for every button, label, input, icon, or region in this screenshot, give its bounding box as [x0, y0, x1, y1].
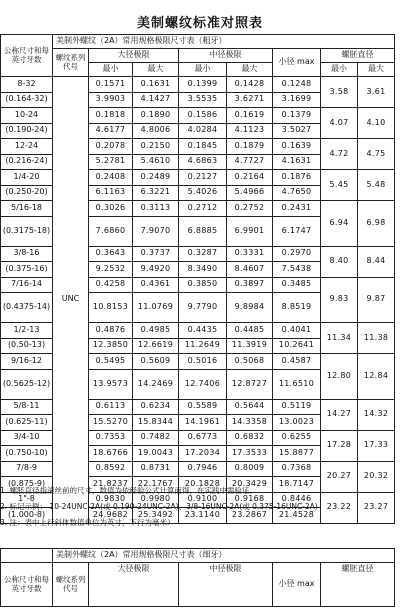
cell-pitch-min: 14.1961: [179, 415, 227, 431]
cell-size: (0.216-24): [1, 154, 53, 170]
cell-major-min: 21.8237: [89, 477, 133, 493]
cell-minor: 0.4041: [273, 323, 321, 339]
cell-major-max: 6.3221: [133, 185, 179, 201]
table2-root-header: 螺胚直径: [321, 563, 395, 607]
cell-minor: 0.3485: [273, 277, 321, 293]
cell-major-min: 0.4876: [89, 323, 133, 339]
cell-root-max: 17.33: [358, 430, 395, 461]
cell-pitch-min: 17.2034: [179, 446, 227, 462]
cell-major-min: 24.9682: [89, 508, 133, 524]
cell-size: 5/16-18: [1, 201, 53, 217]
cell-major-min: 0.2078: [89, 139, 133, 155]
cell-root-max: 23.27: [358, 492, 395, 523]
cell-pitch-max: 0.2752: [227, 201, 273, 217]
cell-root-max: 4.75: [358, 139, 395, 170]
cell-major-min: 0.3026: [89, 201, 133, 217]
cell-size: (0.750-10): [1, 446, 53, 462]
cell-pitch-min: 12.7406: [179, 369, 227, 399]
cell-minor: 0.1639: [273, 139, 321, 155]
cell-root-max: 9.87: [358, 277, 395, 323]
cell-major-min: 0.6113: [89, 399, 133, 415]
cell-pitch-min: 0.3850: [179, 277, 227, 293]
cell-major-min: 4.6177: [89, 123, 133, 139]
cell-root-min: 5.45: [321, 170, 358, 201]
cell-root-max: 6.98: [358, 201, 395, 247]
cell-major-max: 11.0769: [133, 293, 179, 323]
cell-major-max: 5.4610: [133, 154, 179, 170]
cell-minor: 21.4528: [273, 508, 321, 524]
cell-size: (0.50-13): [1, 338, 53, 354]
cell-major-min: 0.4258: [89, 277, 133, 293]
cell-major-max: 4.8006: [133, 123, 179, 139]
table2-size-header: 公称尺寸和每英寸牙数: [1, 563, 53, 607]
table2-series-header: 螺纹系列代号: [53, 563, 89, 607]
cell-major-min: 0.1571: [89, 77, 133, 93]
major-min-header: 最小: [89, 63, 133, 77]
cell-pitch-max: 6.9901: [227, 216, 273, 246]
cell-size: 7/16-14: [1, 277, 53, 293]
cell-root-min: 4.72: [321, 139, 358, 170]
cell-size: (0.3175-18): [1, 216, 53, 246]
cell-pitch-max: 0.3897: [227, 277, 273, 293]
cell-size: 8-32: [1, 77, 53, 93]
cell-pitch-min: 0.1845: [179, 139, 227, 155]
cell-major-max: 15.8344: [133, 415, 179, 431]
cell-major-min: 0.2408: [89, 170, 133, 186]
cell-size: (0.875-9): [1, 477, 53, 493]
cell-pitch-max: 14.3358: [227, 415, 273, 431]
cell-pitch-min: 6.8885: [179, 216, 227, 246]
cell-pitch-max: 17.3533: [227, 446, 273, 462]
cell-major-max: 0.1890: [133, 108, 179, 124]
cell-pitch-min: 11.2649: [179, 338, 227, 354]
cell-size: 3/8-16: [1, 246, 53, 262]
cell-major-min: 3.9903: [89, 92, 133, 108]
cell-major-min: 10.8153: [89, 293, 133, 323]
cell-pitch-min: 20.1828: [179, 477, 227, 493]
root-max-header: 最大: [358, 63, 395, 77]
table2-pitch-header: 中径极限: [179, 563, 273, 607]
pitch-min-header: 最小: [179, 63, 227, 77]
cell-minor: 0.4587: [273, 354, 321, 370]
cell-minor: 0.8446: [273, 492, 321, 508]
cell-size: 10-24: [1, 108, 53, 124]
note-3: 3. 注：表中上行斜体数值单位为英寸，下行为毫米）: [0, 518, 175, 527]
cell-major-min: 9.2532: [89, 262, 133, 278]
cell-major-max: 0.3113: [133, 201, 179, 217]
table2-blank: [1, 549, 53, 563]
cell-minor: 0.7368: [273, 461, 321, 477]
cell-major-max: 0.4985: [133, 323, 179, 339]
major-max-header: 最大: [133, 63, 179, 77]
cell-minor: 0.1379: [273, 108, 321, 124]
cell-pitch-max: 3.6271: [227, 92, 273, 108]
cell-size: (1.000-8): [1, 508, 53, 524]
cell-root-max: 14.32: [358, 399, 395, 430]
cell-major-max: 0.3737: [133, 246, 179, 262]
table2-minor-header: 小径 max: [273, 563, 321, 607]
cell-major-min: 0.1818: [89, 108, 133, 124]
cell-major-min: 7.6860: [89, 216, 133, 246]
cell-major-max: 25.3492: [133, 508, 179, 524]
cell-pitch-min: 4.0284: [179, 123, 227, 139]
cell-pitch-max: 0.1428: [227, 77, 273, 93]
cell-major-max: 22.1767: [133, 477, 179, 493]
cell-pitch-min: 23.1140: [179, 508, 227, 524]
cell-major-min: 0.5495: [89, 354, 133, 370]
cell-pitch-max: 20.3429: [227, 477, 273, 493]
cell-pitch-min: 0.2712: [179, 201, 227, 217]
cell-minor: 0.5119: [273, 399, 321, 415]
cell-root-min: 9.83: [321, 277, 358, 323]
cell-major-min: 0.9830: [89, 492, 133, 508]
cell-major-max: 0.7482: [133, 430, 179, 446]
root-min-header: 最小: [321, 63, 358, 77]
cell-pitch-max: 0.9168: [227, 492, 273, 508]
cell-minor: 3.1699: [273, 92, 321, 108]
cell-size: (0.5625-12): [1, 369, 53, 399]
cell-pitch-min: 0.5589: [179, 399, 227, 415]
cell-size: 1/4-20: [1, 170, 53, 186]
root-header: 螺胚直径: [321, 49, 395, 63]
cell-pitch-max: 0.2164: [227, 170, 273, 186]
cell-major-min: 13.9573: [89, 369, 133, 399]
cell-minor: 0.2970: [273, 246, 321, 262]
cell-root-min: 17.28: [321, 430, 358, 461]
major-header: 大径极限: [89, 49, 179, 63]
cell-minor: 0.1876: [273, 170, 321, 186]
cell-pitch-max: 23.2867: [227, 508, 273, 524]
cell-size: (0.164-32): [1, 92, 53, 108]
cell-pitch-max: 8.4607: [227, 262, 273, 278]
table2-major-header: 大径极限: [89, 563, 179, 607]
cell-pitch-min: 0.5016: [179, 354, 227, 370]
cell-size: 9/16-12: [1, 354, 53, 370]
cell-root-max: 12.84: [358, 354, 395, 400]
cell-major-max: 4.1427: [133, 92, 179, 108]
cell-minor: 15.8877: [273, 446, 321, 462]
cell-pitch-max: 0.5068: [227, 354, 273, 370]
cell-size: (0.190-24): [1, 123, 53, 139]
cell-pitch-min: 8.3490: [179, 262, 227, 278]
cell-pitch-min: 0.4435: [179, 323, 227, 339]
cell-pitch-min: 0.9100: [179, 492, 227, 508]
cell-pitch-min: 0.3287: [179, 246, 227, 262]
cell-major-max: 0.8731: [133, 461, 179, 477]
cell-minor: 3.5027: [273, 123, 321, 139]
cell-major-max: 0.4361: [133, 277, 179, 293]
cell-minor: 13.0023: [273, 415, 321, 431]
cell-pitch-min: 0.1399: [179, 77, 227, 93]
coarse-thread-table: [0, 34, 395, 524]
cell-major-min: 6.1163: [89, 185, 133, 201]
cell-major-min: 15.5270: [89, 415, 133, 431]
cell-size: (0.625-11): [1, 415, 53, 431]
cell-root-min: 12.80: [321, 354, 358, 400]
cell-pitch-max: 0.1879: [227, 139, 273, 155]
cell-root-min: 23.22: [321, 492, 358, 523]
cell-pitch-min: 0.1586: [179, 108, 227, 124]
cell-root-min: 11.34: [321, 323, 358, 354]
cell-root-min: 14.27: [321, 399, 358, 430]
cell-pitch-max: 0.6832: [227, 430, 273, 446]
cell-pitch-min: 0.6773: [179, 430, 227, 446]
cell-major-max: 19.0043: [133, 446, 179, 462]
cell-minor: 10.2641: [273, 338, 321, 354]
cell-minor: 4.7650: [273, 185, 321, 201]
cell-root-max: 20.32: [358, 461, 395, 492]
cell-major-max: 14.2469: [133, 369, 179, 399]
cell-major-min: 0.8592: [89, 461, 133, 477]
pitch-header: 中径极限: [179, 49, 273, 63]
cell-pitch-max: 0.8009: [227, 461, 273, 477]
cell-size: 7/8-9: [1, 461, 53, 477]
cell-minor: 6.1747: [273, 216, 321, 246]
table-row: [1, 77, 395, 93]
cell-minor: 11.6510: [273, 369, 321, 399]
cell-major-max: 0.2489: [133, 170, 179, 186]
cell-pitch-max: 4.1123: [227, 123, 273, 139]
cell-minor: 0.2431: [273, 201, 321, 217]
notes: [0, 483, 400, 531]
note-1: 1. 螺胚直径指滚丝前的尺寸，数值为依经验公式计算而得，在实践中需验证。: [0, 486, 258, 495]
cell-root-min: 20.27: [321, 461, 358, 492]
cell-root-min: 6.94: [321, 201, 358, 247]
cell-pitch-min: 3.5535: [179, 92, 227, 108]
cell-size: (0.375-16): [1, 262, 53, 278]
cell-minor: 0.6255: [273, 430, 321, 446]
cell-major-min: 18.6766: [89, 446, 133, 462]
series-header: 螺纹系列代号: [53, 49, 89, 77]
note-2: 2. 标记示例： 10-24UNC-2A(或 0.190-24UNC-2A)、3/8-16UNC-2A(或 0.375-16UNC-2A): [0, 502, 318, 511]
cell-major-max: 9.4920: [133, 262, 179, 278]
cell-pitch-max: 0.5644: [227, 399, 273, 415]
cell-pitch-min: 5.4026: [179, 185, 227, 201]
cell-pitch-max: 0.3331: [227, 246, 273, 262]
size-header: 公称尺寸和每英寸牙数: [1, 35, 53, 77]
cell-pitch-min: 9.7790: [179, 293, 227, 323]
cell-minor: 0.1248: [273, 77, 321, 93]
cell-major-max: 0.6234: [133, 399, 179, 415]
cell-pitch-min: 4.6863: [179, 154, 227, 170]
cell-pitch-max: 0.1619: [227, 108, 273, 124]
fine-thread-table: [0, 548, 395, 607]
cell-major-max: 7.9070: [133, 216, 179, 246]
table1-caption: 美制外螺纹（2A）常用规格极限尺寸表（粗牙）: [53, 35, 395, 49]
cell-root-min: 8.40: [321, 246, 358, 277]
cell-root-max: 4.10: [358, 108, 395, 139]
cell-pitch-max: 0.4485: [227, 323, 273, 339]
cell-major-max: 0.1631: [133, 77, 179, 93]
cell-size: 3/4-10: [1, 430, 53, 446]
minor-header: 小径 max: [273, 49, 321, 77]
cell-minor: 8.8519: [273, 293, 321, 323]
cell-root-max: 11.38: [358, 323, 395, 354]
cell-major-min: 0.3643: [89, 246, 133, 262]
cell-pitch-min: 0.7946: [179, 461, 227, 477]
cell-minor: 4.1631: [273, 154, 321, 170]
cell-major-max: 0.5609: [133, 354, 179, 370]
cell-minor: 7.5438: [273, 262, 321, 278]
pitch-max-header: 最大: [227, 63, 273, 77]
cell-size: (0.4375-14): [1, 293, 53, 323]
cell-major-min: 5.2781: [89, 154, 133, 170]
cell-pitch-min: 0.2127: [179, 170, 227, 186]
cell-size: 5/8-11: [1, 399, 53, 415]
cell-pitch-max: 9.8984: [227, 293, 273, 323]
cell-major-min: 0.7353: [89, 430, 133, 446]
cell-major-max: 0.2150: [133, 139, 179, 155]
cell-size: (0.250-20): [1, 185, 53, 201]
cell-root-min: 3.58: [321, 77, 358, 108]
cell-root-min: 4.07: [321, 108, 358, 139]
cell-root-max: 8.44: [358, 246, 395, 277]
cell-major-min: 12.3850: [89, 338, 133, 354]
cell-pitch-max: 11.3919: [227, 338, 273, 354]
series-code: UNC: [53, 77, 89, 524]
cell-root-max: 5.48: [358, 170, 395, 201]
cell-major-max: 12.6619: [133, 338, 179, 354]
cell-root-max: 3.61: [358, 77, 395, 108]
cell-size: 1"-8: [1, 492, 53, 508]
cell-pitch-max: 12.8727: [227, 369, 273, 399]
cell-pitch-max: 4.7727: [227, 154, 273, 170]
cell-minor: 18.7147: [273, 477, 321, 493]
cell-pitch-max: 5.4966: [227, 185, 273, 201]
cell-size: 12-24: [1, 139, 53, 155]
page-title: 美制螺纹标准对照表: [136, 16, 263, 31]
cell-size: 1/2-13: [1, 323, 53, 339]
cell-major-max: 0.9980: [133, 492, 179, 508]
table2-caption: 美制外螺纹（2A）常用规格极限尺寸表（细牙）: [53, 549, 395, 563]
